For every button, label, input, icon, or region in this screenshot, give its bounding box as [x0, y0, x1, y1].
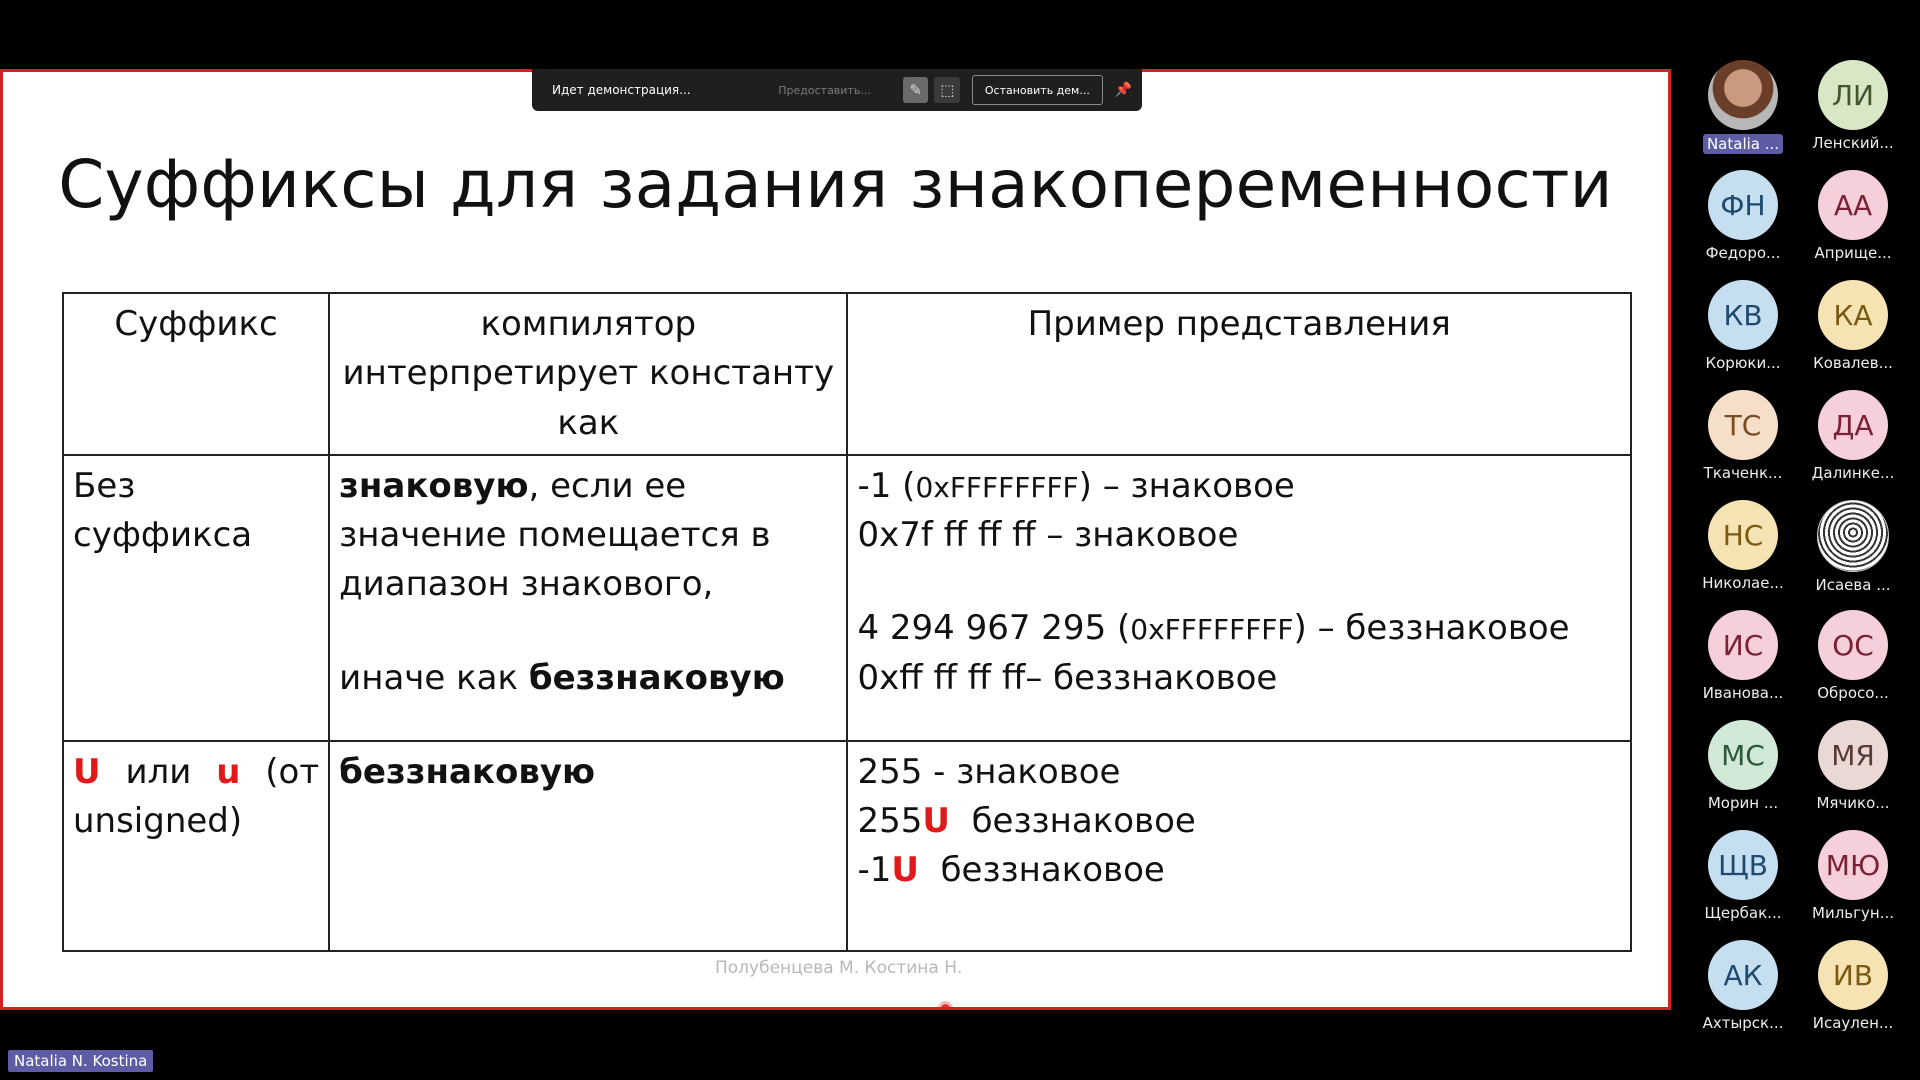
participants-panel: [1688, 60, 1920, 1040]
example-suffix: U: [891, 850, 919, 891]
avatar: АК: [1708, 940, 1778, 1010]
example-hex: 0xFFFFFFFF: [915, 470, 1079, 504]
participant-tile[interactable]: [1688, 60, 1798, 160]
suffix-text: Без суффикса: [73, 465, 253, 556]
suffix-unsigned: unsigned): [73, 801, 243, 842]
participant-name: Априще...: [1814, 244, 1892, 262]
example-text: ) – знаковое: [1078, 465, 1295, 506]
cell-suffix: [63, 741, 329, 951]
suffix-upper-u: U: [73, 751, 101, 792]
example-line: 0x7f ff ff ff – знаковое: [857, 515, 1239, 556]
participant-name: Ковалев...: [1813, 354, 1893, 372]
example-text: беззнаковое: [949, 801, 1196, 842]
example-text: 255: [857, 801, 923, 842]
participant-tile[interactable]: [1798, 720, 1908, 820]
suffix-from: (от: [265, 751, 320, 792]
participant-tile[interactable]: [1798, 940, 1908, 1040]
stop-sharing-button[interactable]: Остановить дем...: [972, 75, 1102, 105]
signed-word: знаковую: [339, 465, 529, 506]
participant-name: Николае...: [1702, 574, 1784, 592]
participant-name: Ленский...: [1812, 134, 1894, 152]
example-line: [857, 462, 1621, 511]
participant-name: Исаулен...: [1812, 1014, 1894, 1032]
participant-tile[interactable]: [1688, 390, 1798, 490]
participant-tile[interactable]: [1688, 610, 1798, 710]
example-line: 0xff ff ff ff– беззнаковое: [857, 657, 1278, 698]
table-row: [63, 455, 1631, 741]
avatar: ИВ: [1818, 940, 1888, 1010]
cell-interpretation: [329, 455, 847, 741]
participant-name: Щербак...: [1704, 904, 1782, 922]
header-interpretation: компилятор интерпретирует константу как: [329, 293, 847, 455]
slide-title: Суффиксы для задания знакопеременности: [58, 146, 1613, 223]
header-suffix: Суффикс: [63, 293, 329, 455]
suffix-lower-u: u: [216, 751, 241, 792]
share-toolbar: [532, 69, 1142, 111]
participant-tile[interactable]: [1798, 390, 1908, 490]
participant-name: Иванова...: [1702, 684, 1784, 702]
avatar: [1708, 60, 1778, 130]
participant-name: Мильгун...: [1812, 904, 1894, 922]
participant-name: Далинке...: [1811, 464, 1895, 482]
cursor-icon[interactable]: ⬚: [934, 77, 960, 103]
avatar: КВ: [1708, 280, 1778, 350]
participant-tile[interactable]: [1798, 170, 1908, 270]
avatar: ТС: [1708, 390, 1778, 460]
avatar: [1817, 500, 1889, 572]
sharing-status: Идет демонстрация...: [552, 83, 691, 97]
example-text: беззнаковое: [918, 850, 1165, 891]
example-suffix: U: [922, 801, 950, 842]
suffix-table: [62, 292, 1632, 952]
example-text: -1: [857, 850, 892, 891]
participant-tile[interactable]: [1798, 500, 1908, 600]
cell-examples: [847, 741, 1631, 951]
interp-else: иначе как: [339, 657, 529, 698]
participant-name: Natalia ...: [1703, 134, 1783, 154]
example-line: [857, 797, 1621, 846]
participant-tile[interactable]: [1688, 720, 1798, 820]
avatar: МЯ: [1818, 720, 1888, 790]
avatar: ДА: [1818, 390, 1888, 460]
slide-footer: Полубенцева М. Костина Н.: [715, 958, 963, 978]
participant-name: Морин ...: [1707, 794, 1779, 812]
suffix-or: или: [125, 751, 192, 792]
participant-name: Исаева ...: [1815, 576, 1891, 594]
avatar: МС: [1708, 720, 1778, 790]
participant-name: Ахтырск...: [1702, 1014, 1784, 1032]
participant-name: Мячико...: [1816, 794, 1890, 812]
laser-pointer: [941, 1004, 950, 1010]
participant-tile[interactable]: [1688, 830, 1798, 930]
example-text: -1 (: [857, 465, 916, 506]
participant-tile[interactable]: [1688, 940, 1798, 1040]
example-text: ) – беззнаковое: [1293, 608, 1570, 649]
unsigned-word: беззнаковую: [339, 751, 596, 792]
participant-tile[interactable]: [1798, 610, 1908, 710]
participant-name: Обросо...: [1817, 684, 1889, 702]
pen-icon[interactable]: ✎: [903, 77, 929, 103]
example-hex: 0xFFFFFFFF: [1130, 613, 1294, 647]
table-row: [63, 741, 1631, 951]
participant-tile[interactable]: [1798, 280, 1908, 380]
participant-name: Федоро...: [1705, 244, 1781, 262]
cell-examples: [847, 455, 1631, 741]
header-example: Пример представления: [847, 293, 1631, 455]
participant-tile[interactable]: [1798, 830, 1908, 930]
avatar: ЩВ: [1708, 830, 1778, 900]
avatar: НС: [1708, 500, 1778, 570]
avatar: КА: [1818, 280, 1888, 350]
participant-name: Ткаченк...: [1703, 464, 1783, 482]
presenter-label: Natalia N. Kostina: [8, 1050, 153, 1072]
give-control-button[interactable]: Предоставить...: [778, 83, 871, 97]
cell-interpretation: [329, 741, 847, 951]
participant-name: Корюки...: [1705, 354, 1781, 372]
participant-tile[interactable]: [1688, 500, 1798, 600]
table-header-row: [63, 293, 1631, 455]
participant-tile[interactable]: [1688, 170, 1798, 270]
avatar: ИС: [1708, 610, 1778, 680]
avatar: ОС: [1818, 610, 1888, 680]
cell-suffix: [63, 455, 329, 741]
avatar: ЛИ: [1818, 60, 1888, 130]
avatar: ФН: [1708, 170, 1778, 240]
pin-icon[interactable]: 📌: [1114, 82, 1133, 98]
unsigned-word: беззнаковую: [528, 657, 785, 698]
example-text: 4 294 967 295 (: [857, 608, 1131, 649]
participant-tile[interactable]: [1688, 280, 1798, 380]
example-line: [857, 846, 1621, 895]
participant-tile[interactable]: [1798, 60, 1908, 160]
avatar: АА: [1818, 170, 1888, 240]
example-line: [857, 604, 1621, 653]
avatar: МЮ: [1818, 830, 1888, 900]
example-line: 255 - знаковое: [857, 751, 1121, 792]
interp-rest: , если ее значение помещается в диапазон знакового,: [339, 465, 771, 605]
shared-slide: [0, 69, 1671, 1010]
